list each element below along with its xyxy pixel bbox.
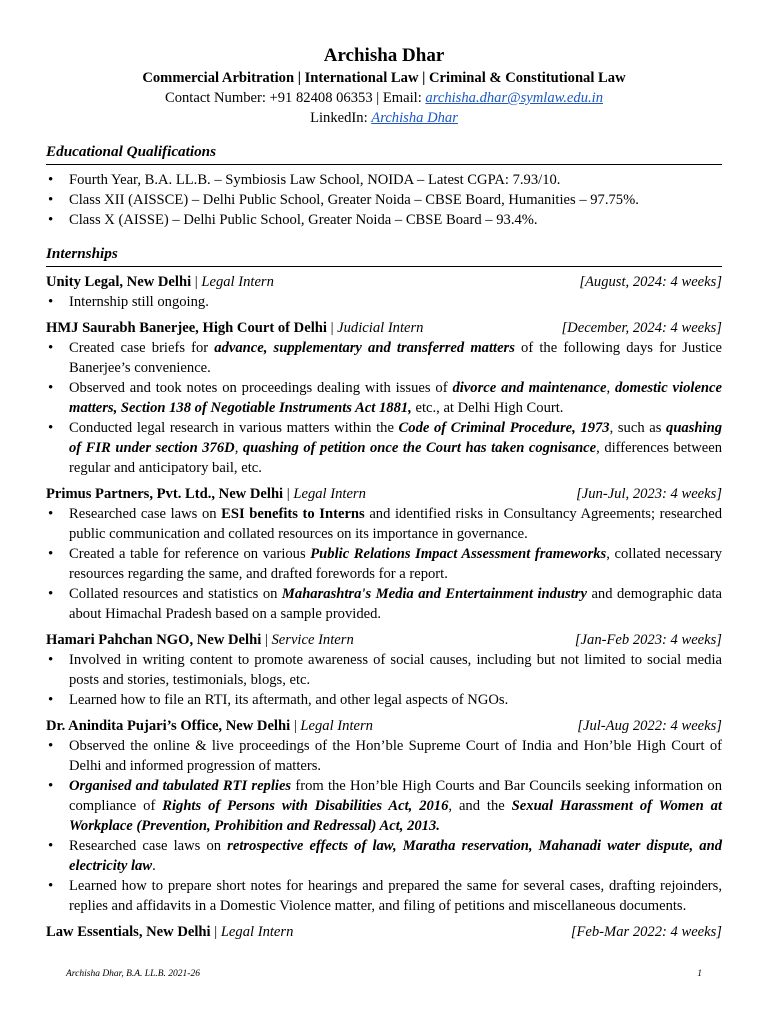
education-item: • Class X (AISSE) – Delhi Public School, Greater Noida – CBSE Board – 93.4%. (46, 210, 722, 230)
internship-duration: [December, 2024: 4 weeks] (561, 320, 722, 336)
internship-duration: [Feb-Mar 2022: 4 weeks] (570, 924, 722, 940)
internship-header (46, 484, 722, 504)
internship-header (46, 630, 722, 650)
bullet-text: , (606, 380, 615, 396)
internship-title (46, 922, 293, 942)
organization-name: Primus Partners, Pvt. Ltd., New Delhi (46, 486, 284, 502)
resume-page (46, 44, 722, 942)
internships-list (46, 272, 722, 942)
internship-bullet (46, 776, 722, 836)
internship-title (46, 630, 354, 650)
internship-header (46, 272, 722, 292)
title-separator: | (283, 486, 294, 502)
bullet-text: Public Relations Impact Assessment frameworks (310, 546, 607, 562)
bullet-text: , collated necessary resources regarding the same, and drafted forewords for a report. (69, 546, 723, 582)
internship-duration: [August, 2024: 4 weeks] (579, 274, 722, 290)
intern-role: Judicial Intern (337, 320, 424, 336)
bullet-text: quashing of FIR under section 376D (69, 420, 722, 456)
organization-name: HMJ Saurabh Banerjee, High Court of Delhi (46, 320, 327, 336)
bullet-text: Observed and took notes on proceedings dealing with issues of (69, 380, 453, 396)
bullet-text: advance, supplementary and transferred matters (214, 340, 515, 356)
practice-areas: Commercial Arbitration | International Law | Criminal & Constitutional Law (142, 70, 626, 86)
title-separator: | (210, 924, 221, 940)
internship-header (46, 922, 722, 942)
bullet-text: retrospective effects of law, Maratha reservation, Mahanadi water dispute, and electricity law (69, 838, 722, 874)
bullet-text: Learned how to prepare short notes for hearings and prepared the same for several cases, drafting rejoinders, replies and affidavits in a Domestic Violence matter, and filing of petitions and miscellaneous documents. (69, 878, 722, 914)
bullet-text: Learned how to file an RTI, its aftermath, and other legal aspects of NGOs. (69, 692, 509, 708)
internship-bullet (46, 584, 722, 624)
linkedin-line (46, 108, 722, 128)
internship-title (46, 484, 366, 504)
bullet-text: Observed the online & live proceedings of the Hon’ble Supreme Court of India and Hon’ble High Court of Delhi and informed progression of matters. (69, 738, 722, 774)
internship-bullets (46, 650, 722, 710)
internship-bullet (46, 690, 722, 710)
bullet-text: , and the (448, 798, 512, 814)
bullet-text: , such as (609, 420, 667, 436)
bullet-text: and demographic data about Himachal Pradesh based on a sample provided. (69, 586, 722, 622)
bullet-text: Rights of Persons with Disabilities Act, 2016 (162, 798, 449, 814)
internship-bullets (46, 736, 722, 916)
contact-text: Contact Number: +91 82408 06353 | Email: (164, 90, 426, 106)
title-separator: | (290, 718, 301, 734)
internship-title (46, 272, 274, 292)
page-number: 1 (697, 969, 702, 979)
bullet-text: quashing of petition once the Court has taken cognisance (242, 440, 597, 456)
education-item: • Class XII (AISSCE) – Delhi Public School, Greater Noida – CBSE Board, Humanities – 97.75%. (46, 190, 722, 210)
education-heading: Educational Qualifications (46, 142, 722, 165)
bullet-text: from the Hon’ble High Courts and Bar Councils seeking information on compliance of (69, 778, 722, 814)
bullet-text: Code of Criminal Procedure, 1973 (398, 420, 610, 436)
internship-entry (46, 716, 722, 916)
internship-entry (46, 272, 722, 312)
internship-bullet (46, 378, 722, 418)
page-footer (66, 968, 702, 980)
bullet-text: domestic violence matters, Section 138 of Negotiable Instruments Act 1881, (69, 380, 722, 416)
bullet-text: Researched case laws on (69, 838, 228, 854)
intern-role: Legal Intern (201, 274, 274, 290)
bullet-text: . (152, 858, 156, 874)
organization-name: Hamari Pahchan NGO, New Delhi (46, 632, 262, 648)
organization-name: Law Essentials, New Delhi (46, 924, 211, 940)
intern-role: Legal Intern (300, 718, 373, 734)
bullet-text: , (234, 440, 243, 456)
bullet-text: Involved in writing content to promote awareness of social causes, including but not limited to social media posts and stories, testimonials, blogs, etc. (69, 652, 722, 688)
linkedin-link[interactable]: Archisha Dhar (371, 110, 458, 126)
bullet-text: Maharashtra's Media and Entertainment industry (281, 586, 587, 602)
internships-heading: Internships (46, 244, 722, 267)
linkedin-label: LinkedIn: (310, 110, 372, 126)
candidate-name: Archisha Dhar (323, 45, 445, 66)
bullet-text: etc., at Delhi High Court. (411, 400, 564, 416)
footer-author: Archisha Dhar, B.A. LL.B. 2021-26 (66, 969, 200, 979)
resume-header (46, 44, 722, 128)
internship-bullet (46, 338, 722, 378)
internship-bullets (46, 504, 722, 624)
bullet-text: ESI benefits to Interns (221, 506, 365, 522)
internship-entry (46, 630, 722, 710)
bullet-text: and identified risks in Consultancy Agreements; researched public communication and collated resources on its importance in governance. (69, 506, 722, 542)
internship-bullet (46, 736, 722, 776)
title-separator: | (326, 320, 338, 336)
internship-entry (46, 922, 722, 942)
internship-title (46, 318, 423, 338)
internship-bullet (46, 876, 722, 916)
bullet-text: Created case briefs for (69, 340, 215, 356)
education-list (46, 170, 722, 230)
internship-bullets (46, 338, 722, 478)
contact-line (46, 88, 722, 108)
internship-title (46, 716, 373, 736)
internship-duration: [Jul-Aug 2022: 4 weeks] (577, 718, 722, 734)
title-separator: | (191, 274, 202, 290)
organization-name: Dr. Anindita Pujari’s Office, New Delhi (46, 718, 291, 734)
internship-bullet (46, 418, 722, 478)
bullet-text: Researched case laws on (69, 506, 222, 522)
bullet-text: divorce and maintenance (452, 380, 607, 396)
intern-role: Legal Intern (220, 924, 294, 940)
bullet-text: Conducted legal research in various matters within the (69, 420, 399, 436)
education-item: • Fourth Year, B.A. LL.B. – Symbiosis Law School, NOIDA – Latest CGPA: 7.93/10. (46, 170, 722, 190)
bullet-text: Organised and tabulated RTI replies (69, 778, 292, 794)
internship-bullet (46, 836, 722, 876)
bullet-text: Created a table for reference on various (69, 546, 311, 562)
bullet-text: Collated resources and statistics on (69, 586, 282, 602)
organization-name: Unity Legal, New Delhi (46, 274, 192, 290)
internship-entry (46, 484, 722, 624)
internship-bullets (46, 292, 722, 312)
email-link[interactable]: archisha.dhar@symlaw.edu.in (425, 90, 604, 106)
bullet-text: of the following days for Justice Banerjee’s convenience. (69, 340, 722, 376)
internship-duration: [Jun-Jul, 2023: 4 weeks] (576, 486, 722, 502)
intern-role: Legal Intern (293, 486, 366, 502)
title-separator: | (261, 632, 272, 648)
bullet-text: , differences between regular and anticipatory bail, etc. (69, 440, 723, 476)
intern-role: Service Intern (271, 632, 354, 648)
internship-bullet (46, 650, 722, 690)
internship-bullet (46, 544, 722, 584)
bullet-text: Sexual Harassment of Women at Workplace (Prevention, Prohibition and Redressal) Act, 2013. (69, 798, 722, 834)
bullet-text: Internship still ongoing. (69, 294, 209, 310)
internship-entry (46, 318, 722, 478)
internship-duration: [Jan-Feb 2023: 4 weeks] (574, 632, 722, 648)
internship-bullet (46, 292, 722, 312)
internship-header (46, 716, 722, 736)
internship-header (46, 318, 722, 338)
internship-bullet (46, 504, 722, 544)
